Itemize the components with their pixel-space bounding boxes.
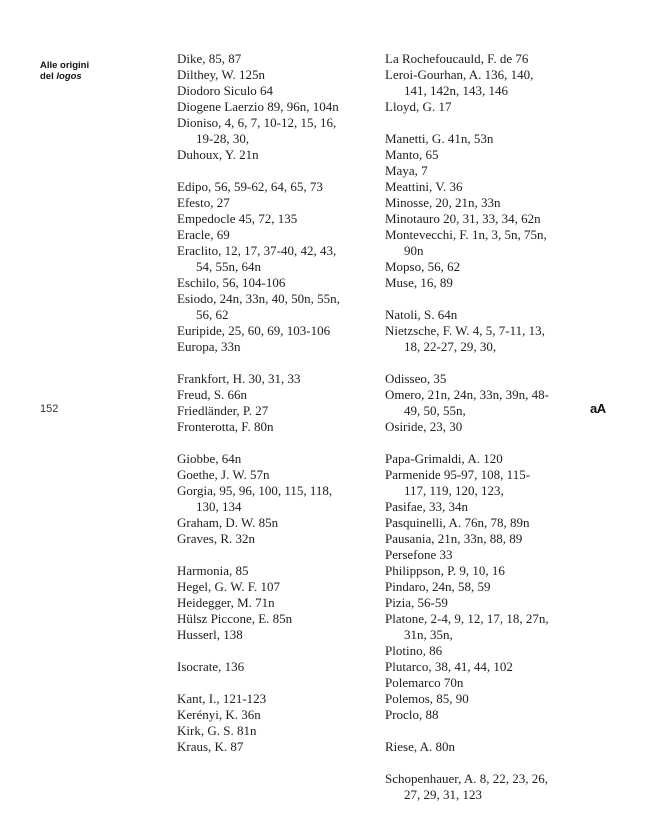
index-letter-group <box>385 307 585 355</box>
index-entry: Harmonia, 85 <box>177 563 249 578</box>
index-entry: Husserl, 138 <box>177 627 243 642</box>
index-entry: Empedocle 45, 72, 135 <box>177 211 298 226</box>
index-entry: Kirk, G. S. 81n <box>177 723 257 738</box>
index-entry: Eschilo, 56, 104-106 <box>177 275 286 290</box>
index-entry: Goethe, J. W. 57n <box>177 467 270 482</box>
index-entry: Giobbe, 64n <box>177 451 242 466</box>
index-entry: Platone, 2-4, 9, 12, 17, 18, 27n, 31n, 35n, <box>385 611 549 642</box>
index-letter-group <box>385 771 585 803</box>
index-letter-group <box>385 451 585 723</box>
index-entry: Friedländer, P. 27 <box>177 403 269 418</box>
index-entry: Diogene Laerzio 89, 96n, 104n <box>177 99 339 114</box>
index-entry: Manto, 65 <box>385 147 439 162</box>
index-entry: Edipo, 56, 59-62, 64, 65, 73 <box>177 179 323 194</box>
index-letter-group <box>385 131 585 291</box>
index-entry: Eraclito, 12, 17, 37-40, 42, 43, 54, 55n, 64n <box>177 243 337 274</box>
index-letter-group <box>385 371 585 435</box>
index-entry: Plotino, 86 <box>385 643 443 658</box>
index-entry: Pausania, 21n, 33n, 88, 89 <box>385 531 523 546</box>
index-entry: Esiodo, 24n, 33n, 40, 50n, 55n, 56, 62 <box>177 291 340 322</box>
index-entry: Pasifae, 33, 34n <box>385 499 469 514</box>
index-letter-group <box>177 659 377 675</box>
index-letter-group <box>177 451 377 547</box>
running-head-subtitle-prefix: del <box>40 71 57 82</box>
index-entry: Euripide, 25, 60, 69, 103-106 <box>177 323 331 338</box>
index-entry: Meattini, V. 36 <box>385 179 463 194</box>
index-entry: Lloyd, G. 17 <box>385 99 452 114</box>
index-entry: Pasquinelli, A. 76n, 78, 89n <box>385 515 530 530</box>
index-entry: Duhoux, Y. 21n <box>177 147 259 162</box>
running-head-subtitle <box>40 71 140 82</box>
index-entry: Freud, S. 66n <box>177 387 248 402</box>
index-entry: Osiride, 23, 30 <box>385 419 463 434</box>
index-entry: Gorgia, 95, 96, 100, 115, 118, 130, 134 <box>177 483 333 514</box>
index-entry: Efesto, 27 <box>177 195 230 210</box>
index-entry: Odisseo, 35 <box>385 371 447 386</box>
index-letter-group <box>385 51 585 115</box>
index-entry: Leroi-Gourhan, A. 136, 140, 141, 142n, 143, 146 <box>385 67 534 98</box>
index-entry: Mopso, 56, 62 <box>385 259 461 274</box>
index-entry: Dioniso, 4, 6, 7, 10-12, 15, 16, 19-28, 30, <box>177 115 337 146</box>
index-entry: Kraus, K. 87 <box>177 739 244 754</box>
index-entry: Hülsz Piccone, E. 85n <box>177 611 293 626</box>
index-entry: Graves, R. 32n <box>177 531 255 546</box>
index-entry: Omero, 21n, 24n, 33n, 39n, 48- 49, 50, 55n, <box>385 387 549 418</box>
index-entry: Heidegger, M. 71n <box>177 595 275 610</box>
index-entry: Dilthey, W. 125n <box>177 67 265 82</box>
index-entry: Minosse, 20, 21n, 33n <box>385 195 501 210</box>
running-head <box>40 60 140 82</box>
index-entry: Minotauro 20, 31, 33, 34, 62n <box>385 211 541 226</box>
index-entry: Frankfort, H. 30, 31, 33 <box>177 371 301 386</box>
index-entry: Graham, D. W. 85n <box>177 515 279 530</box>
index-entry: Pindaro, 24n, 58, 59 <box>385 579 491 594</box>
index-entry: Philippson, P. 9, 10, 16 <box>385 563 505 578</box>
index-entry: Proclo, 88 <box>385 707 439 722</box>
index-entry: Maya, 7 <box>385 163 428 178</box>
page-number: 152 <box>40 403 59 415</box>
index-entry: Hegel, G. W. F. 107 <box>177 579 280 594</box>
index-entry: Kant, I., 121-123 <box>177 691 267 706</box>
index-entry: Isocrate, 136 <box>177 659 245 674</box>
index-letter-group <box>177 179 377 355</box>
index-entry: Plutarco, 38, 41, 44, 102 <box>385 659 513 674</box>
running-head-title: Alle origini <box>40 60 90 71</box>
index-letter-group <box>177 371 377 435</box>
index-entry: Europa, 33n <box>177 339 241 354</box>
index-entry: Persefone 33 <box>385 547 453 562</box>
index-entry: Fronterotta, F. 80n <box>177 419 274 434</box>
index-entry: Eracle, 69 <box>177 227 230 242</box>
index-entry: Riese, A. 80n <box>385 739 456 754</box>
index-letter-group <box>385 739 585 755</box>
index-entry: Polemarco 70n <box>385 675 464 690</box>
index-entry: Polemos, 85, 90 <box>385 691 469 706</box>
index-entry: Parmenide 95-97, 108, 115- 117, 119, 120, 123, <box>385 467 531 498</box>
publisher-logo: aA <box>590 401 606 416</box>
index-entry: Diodoro Siculo 64 <box>177 83 274 98</box>
index-entry: Muse, 16, 89 <box>385 275 453 290</box>
index-column-left <box>177 51 377 771</box>
index-entry: Kerényi, K. 36n <box>177 707 261 722</box>
index-entry: Manetti, G. 41n, 53n <box>385 131 494 146</box>
index-column-right <box>385 51 585 819</box>
index-letter-group <box>177 691 377 755</box>
index-entry: Natoli, S. 64n <box>385 307 458 322</box>
index-letter-group <box>177 51 377 163</box>
index-entry: Montevecchi, F. 1n, 3, 5n, 75n, 90n <box>385 227 547 258</box>
index-entry: Papa-Grimaldi, A. 120 <box>385 451 503 466</box>
index-entry: Nietzsche, F. W. 4, 5, 7-11, 13, 18, 22-27, 29, 30, <box>385 323 545 354</box>
index-entry: La Rochefoucauld, F. de 76 <box>385 51 529 66</box>
running-head-subtitle-italic: logos <box>56 71 82 82</box>
index-entry: Dike, 85, 87 <box>177 51 242 66</box>
index-entry: Pizia, 56-59 <box>385 595 448 610</box>
index-entry: Schopenhauer, A. 8, 22, 23, 26, 27, 29, 31, 123 <box>385 771 549 802</box>
index-letter-group <box>177 563 377 643</box>
